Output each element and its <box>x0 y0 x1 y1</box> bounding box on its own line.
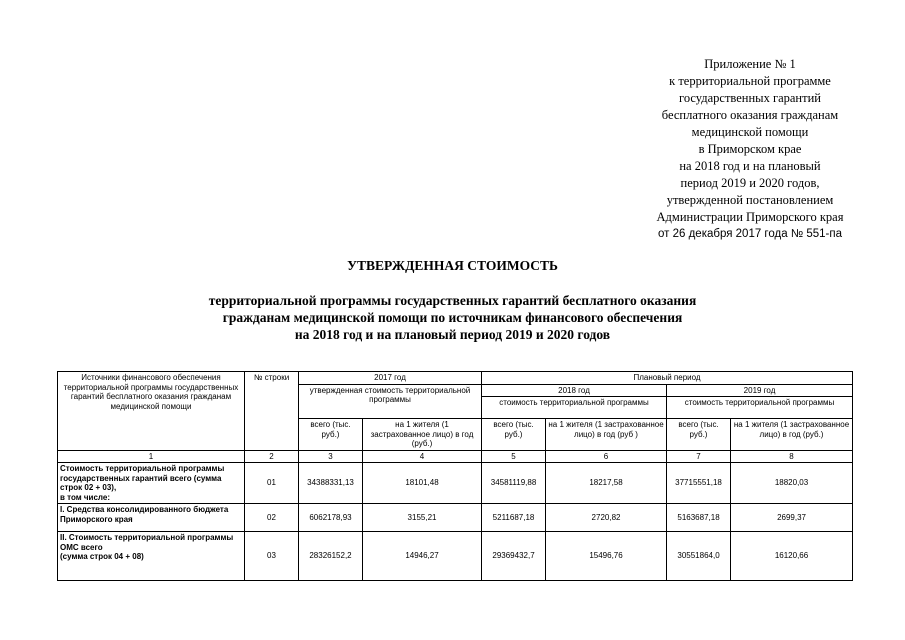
column-number: 7 <box>667 450 731 463</box>
header-total-2017: всего (тыс. руб.) <box>299 419 363 451</box>
header-approved-cost: утвержденная стоимость территориальной программы <box>299 384 482 419</box>
cell-total-2019: 5163687,18 <box>667 504 731 532</box>
row-label <box>58 463 245 504</box>
cell-per-capita-2018: 18217,58 <box>546 463 667 504</box>
column-number: 3 <box>299 450 363 463</box>
cell-total-2018: 34581119,88 <box>482 463 546 504</box>
header-total-2018: всего (тыс. руб.) <box>482 419 546 451</box>
header-cost-2018: стоимость территориальной программы <box>482 397 667 419</box>
appendix-line: бесплатного оказания гражданам <box>661 108 839 122</box>
row-label-text: I. Средства консолидированного бюджета Приморского края <box>60 505 229 524</box>
appendix-line: утвержденной постановлением <box>666 193 834 207</box>
cell-per-capita-2017: 18101,48 <box>363 463 482 504</box>
row-number: 01 <box>245 463 299 504</box>
appendix-line: период 2019 и 2020 годов, <box>680 176 820 190</box>
column-number: 5 <box>482 450 546 463</box>
column-number: 1 <box>58 450 245 463</box>
header-cost-2019: стоимость территориальной программы <box>667 397 853 419</box>
cell-total-2017: 28326152,2 <box>299 532 363 581</box>
cell-total-2018: 5211687,18 <box>482 504 546 532</box>
cell-per-capita-2019: 18820,03 <box>731 463 853 504</box>
cell-per-capita-2019: 2699,37 <box>731 504 853 532</box>
cell-per-capita-2018: 2720,82 <box>546 504 667 532</box>
header-2017: 2017 год <box>299 372 482 385</box>
cell-per-capita-2018: 15496,76 <box>546 532 667 581</box>
document-subtitle <box>0 292 905 343</box>
header-total-2019: всего (тыс. руб.) <box>667 419 731 451</box>
column-number: 8 <box>731 450 853 463</box>
appendix-line: государственных гарантий <box>679 91 821 105</box>
subtitle-line: гражданам медицинской помощи по источникам финансового обеспечения <box>222 310 683 325</box>
row-label-note: в том числе: <box>60 492 110 502</box>
header-2018: 2018 год <box>482 384 667 397</box>
cell-total-2017: 34388331,13 <box>299 463 363 504</box>
cell-per-capita-2019: 16120,66 <box>731 532 853 581</box>
appendix-line: к территориальной программе <box>669 74 831 88</box>
header-2019: 2019 год <box>667 384 853 397</box>
row-label-note: (сумма строк 04 + 08) <box>60 552 144 561</box>
appendix-line: медицинской помощи <box>691 125 809 139</box>
column-number: 2 <box>245 450 299 463</box>
cell-total-2019: 37715551,18 <box>667 463 731 504</box>
row-label <box>58 532 245 581</box>
row-number: 03 <box>245 532 299 581</box>
appendix-line: в Приморском крае <box>698 142 802 156</box>
column-number: 6 <box>546 450 667 463</box>
appendix-line: Приложение № 1 <box>704 57 796 71</box>
subtitle-line: территориальной программы государственных гарантий бесплатного оказания <box>208 293 697 308</box>
appendix-line: на 2018 год и на плановый <box>679 159 821 173</box>
header-per-capita-2017: на 1 жителя (1 застрахованное лицо) в год (руб.) <box>363 419 482 451</box>
cell-total-2018: 29369432,7 <box>482 532 546 581</box>
row-label-text: II. Стоимость территориальной программы ОМС всего <box>60 533 234 552</box>
cell-total-2019: 30551864,0 <box>667 532 731 581</box>
header-planned-period: Плановый период <box>482 372 853 385</box>
header-per-capita-2019: на 1 жителя (1 застрахованное лицо) в год (руб.) <box>731 419 853 451</box>
decree-reference: от 26 декабря 2017 года № 551-па <box>658 228 842 240</box>
cost-table <box>57 371 853 581</box>
header-source: Источники финансового обеспечения территориальной программы государственных гарантий бесплатного оказания гражданам медицинской помощи <box>58 372 245 451</box>
header-per-capita-2018: на 1 жителя (1 застрахованное лицо) в год (руб ) <box>546 419 667 451</box>
header-row-no: № строки <box>245 372 299 451</box>
table-row <box>58 463 853 504</box>
column-number: 4 <box>363 450 482 463</box>
row-label <box>58 504 245 532</box>
subtitle-line: на 2018 год и на плановый период 2019 и 2020 годов <box>294 327 611 342</box>
cell-per-capita-2017: 14946,27 <box>363 532 482 581</box>
cell-total-2017: 6062178,93 <box>299 504 363 532</box>
appendix-line: Администрации Приморского края <box>656 210 844 224</box>
appendix-block <box>600 56 900 243</box>
row-label-text: Стоимость территориальной программы государственных гарантий всего (сумма строк 02 + 03), <box>60 464 225 492</box>
table-row <box>58 504 853 532</box>
document-title: УТВЕРЖДЕННАЯ СТОИМОСТЬ <box>347 258 558 273</box>
cell-per-capita-2017: 3155,21 <box>363 504 482 532</box>
row-number: 02 <box>245 504 299 532</box>
table-row <box>58 532 853 581</box>
